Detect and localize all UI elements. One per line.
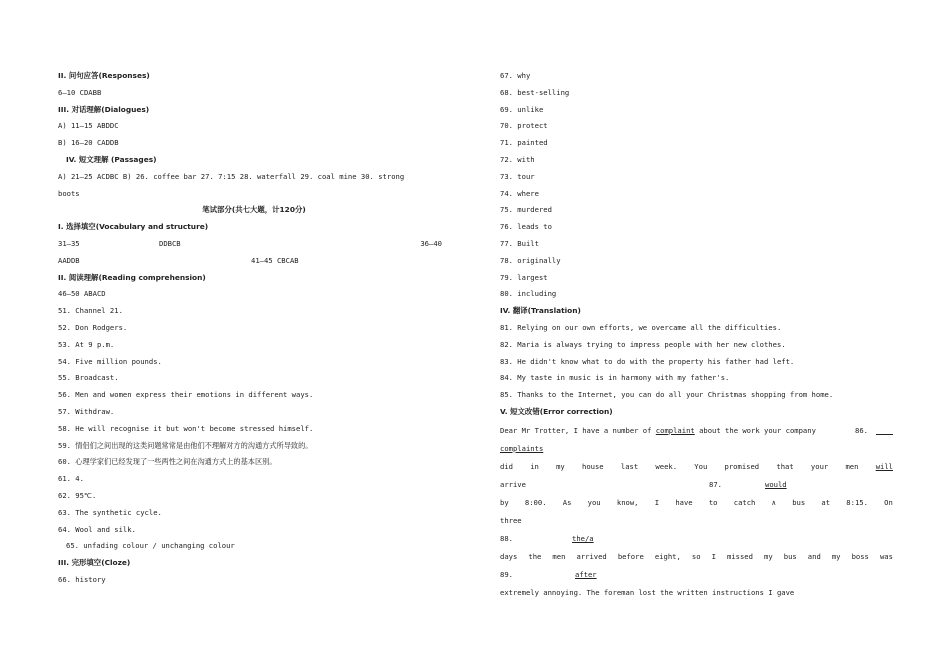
reading-answer: 59. 情侣们之间出现的这类问题常常是由他们不理解对方的沟通方式所导致的。: [58, 440, 313, 450]
reading-answer: 57. Withdraw.: [58, 406, 115, 416]
translation-answer: 81. Relying on our own efforts, we overcame all the difficulties.: [500, 322, 782, 332]
error-text: about the work your company: [699, 425, 816, 435]
cloze-heading: III. 完形填空(Cloze): [58, 558, 131, 568]
reading-heading: II. 阅读理解(Reading comprehension): [58, 272, 206, 282]
correction-88: [520, 530, 672, 548]
word: arrived: [576, 551, 607, 561]
translation-answer: 83. He didn't know what to do with the property his father had left.: [500, 356, 795, 366]
vocab-label-36-40: 36—40: [420, 238, 442, 248]
word: eight,: [654, 551, 681, 561]
word: have: [675, 497, 693, 507]
vocab-label-31-35: 31—35: [58, 238, 80, 248]
word: so: [691, 551, 701, 561]
question-number-89: 89.: [500, 569, 513, 579]
word: my: [764, 551, 773, 561]
error-line-10: extremely annoying. The foreman lost the written instructions I gave: [500, 587, 795, 597]
question-number-88: 88.: [500, 533, 513, 543]
reading-answer: 52. Don Rodgers.: [58, 322, 128, 332]
word: I: [654, 497, 660, 507]
cloze-answer: 67. why: [500, 71, 531, 80]
error-correction-heading: V. 短文改错(Error correction): [500, 406, 613, 416]
correction-89-text: after: [575, 569, 597, 579]
reading-answer: 53. At 9 p.m.: [58, 339, 115, 349]
word: men: [845, 461, 859, 471]
cloze-answer: 68. best-selling: [500, 87, 570, 97]
word: days: [500, 551, 518, 561]
correction-87-text: would: [765, 479, 787, 489]
dialogues-heading: III. 对话理解(Dialogues): [58, 104, 150, 114]
word: catch: [733, 497, 756, 507]
underlined-error-word: complaint: [655, 425, 695, 435]
vocab-answers-31-35: DDBCB: [159, 238, 181, 248]
correction-86: complaints: [500, 443, 544, 453]
cloze-answer: 80. including: [500, 289, 557, 299]
responses-answers: 6—10 CDABB: [58, 87, 102, 97]
word: As: [562, 497, 572, 507]
underlined-error-word: will: [875, 461, 893, 471]
cloze-answer: 72. with: [500, 154, 535, 164]
reading-answer: 61. 4.: [58, 474, 84, 484]
word: and: [807, 551, 821, 561]
word: 8:15.: [846, 497, 868, 507]
passages-answers-line1: A) 21—25 ACDBC B) 26. coffee bar 27. 7:15 28. waterfall 29. coal mine 30. strong: [58, 171, 405, 181]
error-line-1: [500, 421, 893, 440]
word: On: [884, 497, 893, 507]
word: my: [556, 461, 565, 471]
error-line-4: [500, 476, 893, 494]
word: 8:00.: [524, 497, 547, 507]
word: I: [711, 551, 716, 561]
reading-answer: 55. Broadcast.: [58, 373, 119, 383]
correction-88-text: the/a: [572, 533, 594, 543]
word: promised: [724, 461, 760, 471]
word: in: [530, 461, 539, 471]
error-line-5: [500, 494, 893, 512]
responses-heading: II. 问句应答(Responses): [58, 71, 150, 80]
word: before: [617, 551, 644, 561]
vocabulary-answers-row1: [58, 236, 450, 253]
word: week.: [655, 461, 678, 471]
dialogues-answers-a: A) 11—15 ABDDC: [58, 121, 119, 131]
word: by: [500, 497, 509, 507]
passages-answers-line2: boots: [58, 188, 80, 198]
word: men: [552, 551, 566, 561]
dialogues-answers-b: B) 16—20 CADDB: [58, 138, 119, 148]
error-line-2: [500, 440, 893, 458]
correction-87: [731, 476, 857, 494]
word: bus: [792, 497, 806, 507]
vocab-answers-41-45: 41—45 CBCAB: [251, 255, 299, 265]
word: you: [587, 497, 601, 507]
cloze-answer: 69. unlike: [500, 104, 544, 114]
cloze-answer: 75. murdered: [500, 205, 552, 215]
written-part-heading: 笔试部分(共七大题，计120分): [202, 205, 306, 215]
error-line-8: [500, 548, 893, 566]
translation-answer: 85. Thanks to the Internet, you can do all your Christmas shopping from home.: [500, 390, 834, 400]
translation-heading: IV. 翻译(Translation): [500, 306, 581, 316]
vocab-answers-36-40: AADDB: [58, 255, 80, 265]
error-line-6: three: [500, 515, 522, 525]
reading-answer: 58. He will recognise it but won't become stressed himself.: [58, 423, 314, 433]
word: arrive: [500, 479, 526, 489]
reading-answer: 62. 95℃.: [58, 490, 97, 500]
question-number-87: 87.: [709, 479, 722, 489]
correction-89: [520, 566, 663, 584]
word: that: [776, 461, 794, 471]
reading-answer-65: 65. unfading colour / unchanging colour: [66, 541, 235, 551]
question-number-86: 86.: [855, 425, 868, 435]
translation-answer: 82. Maria is always trying to impress people with her new clothes.: [500, 339, 786, 349]
left-column: [58, 68, 450, 589]
word: my: [831, 551, 841, 561]
vocabulary-heading: I. 选择填空(Vocabulary and structure): [58, 222, 209, 232]
error-line-3: [500, 458, 893, 476]
word: to: [708, 497, 718, 507]
cloze-answer: 71. painted: [500, 138, 548, 148]
reading-answer: 56. Men and women express their emotions in different ways.: [58, 390, 314, 400]
reading-answer: 63. The synthetic cycle.: [58, 507, 162, 517]
word: missed: [727, 551, 753, 561]
word: the: [528, 551, 542, 561]
answer-blank: [876, 426, 893, 435]
error-text: Dear Mr Trotter, I have a number of: [500, 425, 652, 435]
word: bus: [783, 551, 797, 561]
reading-answer: 64. Wool and silk.: [58, 524, 136, 534]
word: was: [879, 551, 893, 561]
error-line-9: [500, 566, 893, 584]
reading-answer: 60. 心理学家们已经发现了一些两性之间在沟通方式上的基本区别。: [58, 457, 277, 467]
vocabulary-answers-row2: [58, 253, 450, 270]
reading-answer: 54. Five million pounds.: [58, 356, 162, 366]
word: last: [620, 461, 639, 471]
cloze-answer: 77. Built: [500, 238, 539, 248]
insertion-mark: ∧: [771, 497, 776, 507]
word: did: [500, 461, 513, 471]
cloze-answer: 73. tour: [500, 171, 535, 181]
word: at: [821, 497, 831, 507]
reading-answer: 51. Channel 21.: [58, 306, 123, 316]
error-line-7: [500, 530, 893, 548]
cloze-answer: 66. history: [58, 574, 106, 584]
word: know,: [616, 497, 639, 507]
word: boss: [851, 551, 869, 561]
cloze-answer: 79. largest: [500, 272, 548, 282]
reading-answer: 46—50 ABACD: [58, 289, 106, 299]
cloze-answer: 74. where: [500, 188, 539, 198]
cloze-answer: 70. protect: [500, 121, 548, 131]
right-column: [500, 68, 893, 602]
word: You: [694, 461, 708, 471]
word: house: [582, 461, 604, 471]
cloze-answer: 78. originally: [500, 255, 561, 265]
translation-answer: 84. My taste in music is in harmony with my father's.: [500, 373, 730, 383]
word: your: [810, 461, 829, 471]
cloze-answer: 76. leads to: [500, 222, 552, 232]
passages-heading: IV. 短文理解 (Passages): [66, 154, 157, 164]
